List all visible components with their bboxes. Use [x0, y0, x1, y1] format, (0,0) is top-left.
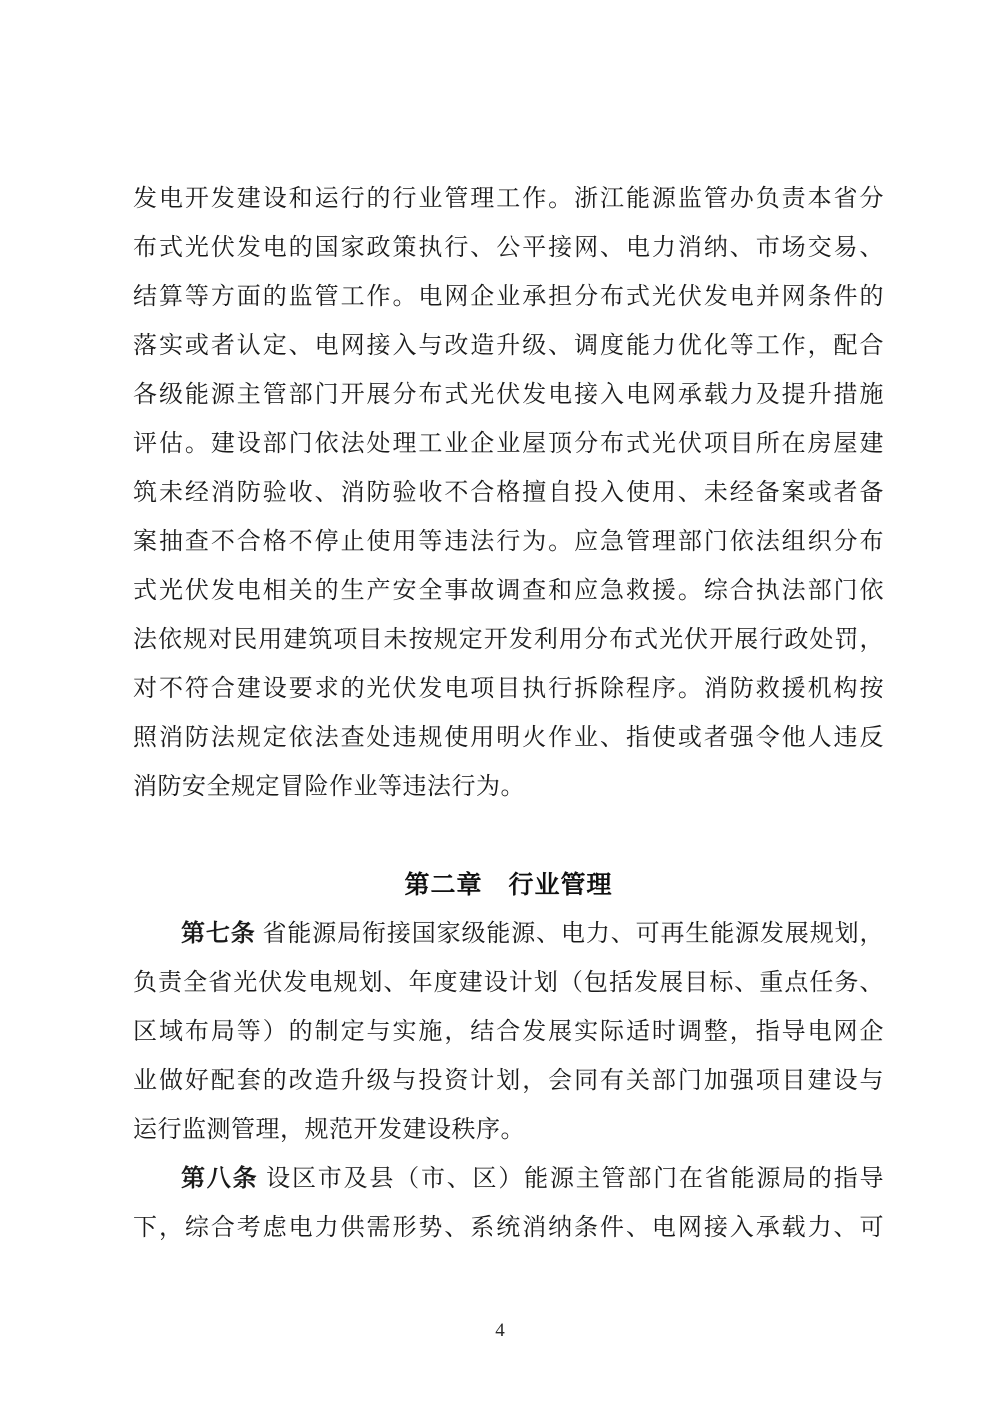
- chapter-heading: 第二章 行业管理: [404, 872, 613, 899]
- paragraph-continuation-line: 对不符合建设要求的光伏发电项目执行拆除程序。消防救援机构按: [133, 676, 884, 702]
- paragraph-continuation-line: 发电开发建设和运行的行业管理工作。浙江能源监管办负责本省分: [133, 186, 884, 212]
- paragraph-continuation-line: 评估。建设部门依法处理工业企业屋顶分布式光伏项目所在房屋建: [133, 431, 884, 457]
- paragraph-continuation-line: 法依规对民用建筑项目未按规定开发利用分布式光伏开展行政处罚，: [133, 627, 884, 653]
- page-footer: [0, 1320, 1000, 1342]
- paragraph-continuation-line: 各级能源主管部门开展分布式光伏发电接入电网承载力及提升措施: [133, 382, 884, 408]
- article-number-label: 第八条: [181, 1166, 259, 1192]
- paragraph-continuation-line: 案抽查不合格不停止使用等违法行为。应急管理部门依法组织分布: [133, 529, 884, 555]
- paragraph-continuation-line: 布式光伏发电的国家政策执行、公平接网、电力消纳、市场交易、: [133, 235, 884, 261]
- paragraph-continuation-line: 筑未经消防验收、消防验收不合格擅自投入使用、未经备案或者备: [133, 480, 884, 506]
- article-7-paragraph-line: 业做好配套的改造升级与投资计划，会同有关部门加强项目建设与: [133, 1068, 884, 1094]
- article-8-paragraph-line: 第八条 设区市及县（市、区）能源主管部门在省能源局的指导: [181, 1166, 884, 1192]
- article-8-paragraph-line: 下，综合考虑电力供需形势、系统消纳条件、电网接入承载力、可: [133, 1215, 884, 1241]
- article-7-paragraph-line: 负责全省光伏发电规划、年度建设计划（包括发展目标、重点任务、: [133, 970, 884, 996]
- paragraph-continuation-line: 消防安全规定冒险作业等违法行为。: [133, 774, 525, 800]
- page-number: 4: [495, 1320, 505, 1341]
- article-7-paragraph-line: 第七条 省能源局衔接国家级能源、电力、可再生能源发展规划，: [181, 921, 884, 947]
- document-text: [133, 175, 884, 1253]
- article-number-label: 第七条: [181, 921, 256, 947]
- paragraph-continuation-line: 式光伏发电相关的生产安全事故调查和应急救援。综合执法部门依: [133, 578, 884, 604]
- paragraph-continuation-line: 照消防法规定依法查处违规使用明火作业、指使或者强令他人违反: [133, 725, 884, 751]
- paragraph-continuation-line: 落实或者认定、电网接入与改造升级、调度能力优化等工作，配合: [133, 333, 884, 359]
- paragraph-continuation-line: 结算等方面的监管工作。电网企业承担分布式光伏发电并网条件的: [133, 284, 884, 310]
- article-7-paragraph-line: 运行监测管理，规范开发建设秩序。: [133, 1117, 525, 1143]
- article-7-paragraph-line: 区域布局等）的制定与实施，结合发展实际适时调整，指导电网企: [133, 1019, 884, 1045]
